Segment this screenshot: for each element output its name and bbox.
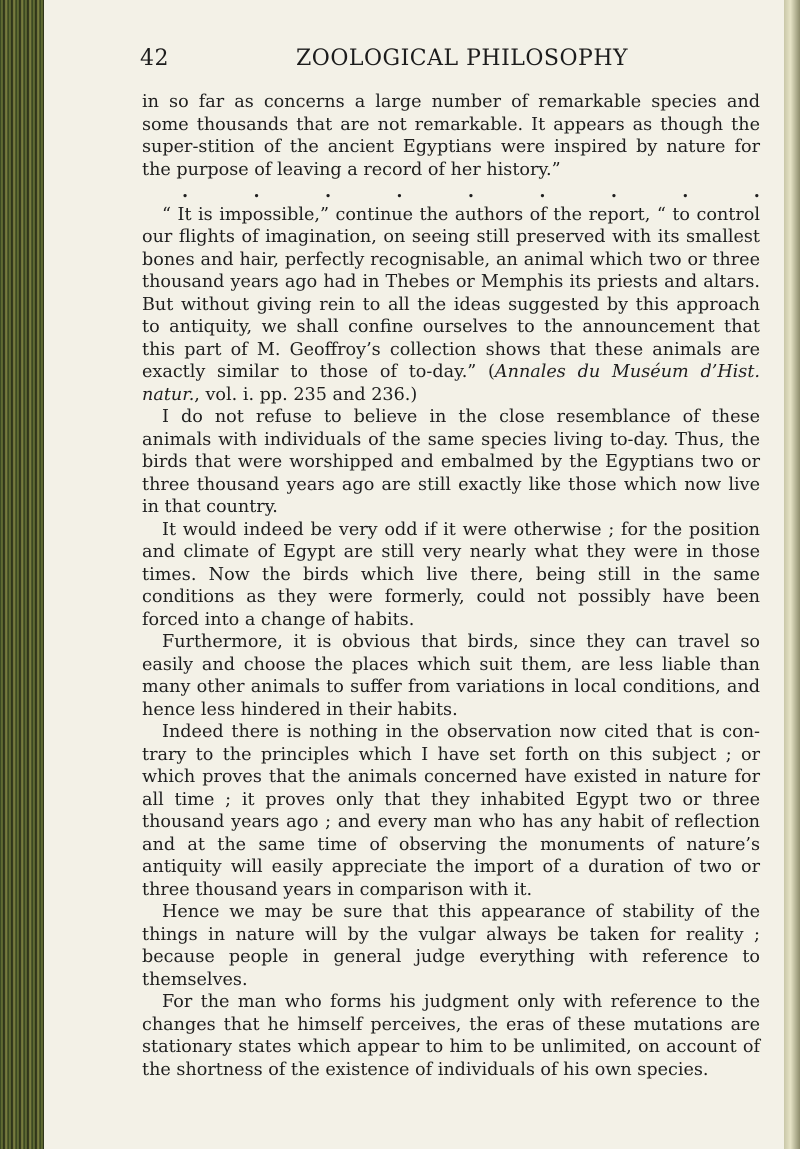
quote-text: “ It is impossible,” continue the authors of the report, “ to control our flights of imagination, on seeing still preserved with its smallest bones and hair, perfectly recognisable, an animal which two or three thousand years ago had in Thebes or Memphis its priests and altars. But without giving rein to all the ideas suggested by this approach to antiquity, we shall confine ourselves to the announcement that this part of M. Geoffroy’s collection shows that these animals are exactly similar to those of to-day.” ( xyxy=(142,204,760,382)
paragraph: For the man who forms his judgment only with reference to the changes that he himself perceives, the eras of these mutations are stationary states which appear to him to be unlimited, on account of the shortness of the existence of individuals of his own species. xyxy=(142,992,760,1080)
paragraph: Indeed there is nothing in the observation now cited that is con-trary to the principles which I have set forth on this subject ; or which proves that the animals concerned have existed in nature for all time ; it proves only that they inhabited Egypt two or three thousand years ago ; and every man who has any habit of reflection and at the same time of observing the monuments of nature’s antiquity will easily appreciate the import of a duration of two or three thousand years in comparison with it. xyxy=(142,722,760,900)
body-text xyxy=(142,91,760,1081)
paragraph xyxy=(142,204,760,407)
ellipsis-row: . . . . . . . . . xyxy=(182,181,760,202)
citation-detail: , vol. i. pp. 235 and 236.) xyxy=(194,384,418,405)
paragraph: in so far as concerns a large number of remarkable species and some thousands that are not remarkable. It appears as though the super-stition of the ancient Egyptians were inspired by nature for the purpose of leaving a record of her history.” xyxy=(142,92,760,180)
citation-title: Annales du Muséum d’Hist. natur. xyxy=(142,362,760,405)
page-number: 42 xyxy=(140,46,169,71)
paragraph: Hence we may be sure that this appearance of stability of the things in nature will by the vulgar always be taken for reality ; because people in general judge everything with reference to themselves. xyxy=(142,902,760,990)
paragraph: It would indeed be very odd if it were otherwise ; for the position and climate of Egypt are still very nearly what they were in those times. Now the birds which live there, being still in the same conditions as they were formerly, could not possibly have been forced into a change of habits. xyxy=(142,519,760,630)
running-header xyxy=(140,46,700,76)
paragraph: I do not refuse to believe in the close resemblance of these animals with individuals of the same species living to-day. Thus, the birds that were worshipped and embalmed by the Egyptians two or three thousand years ago are still exactly like those which now live in that country. xyxy=(142,407,760,517)
running-title: ZOOLOGICAL PHILOSOPHY xyxy=(296,46,629,71)
paragraph: Furthermore, it is obvious that birds, since they can travel so easily and choose the places which suit them, are less liable than many other animals to suffer from variations in local conditions, and hence less hindered in their habits. xyxy=(142,632,760,720)
book-binding-edge xyxy=(0,0,44,1149)
page-fore-edge xyxy=(784,0,800,1149)
